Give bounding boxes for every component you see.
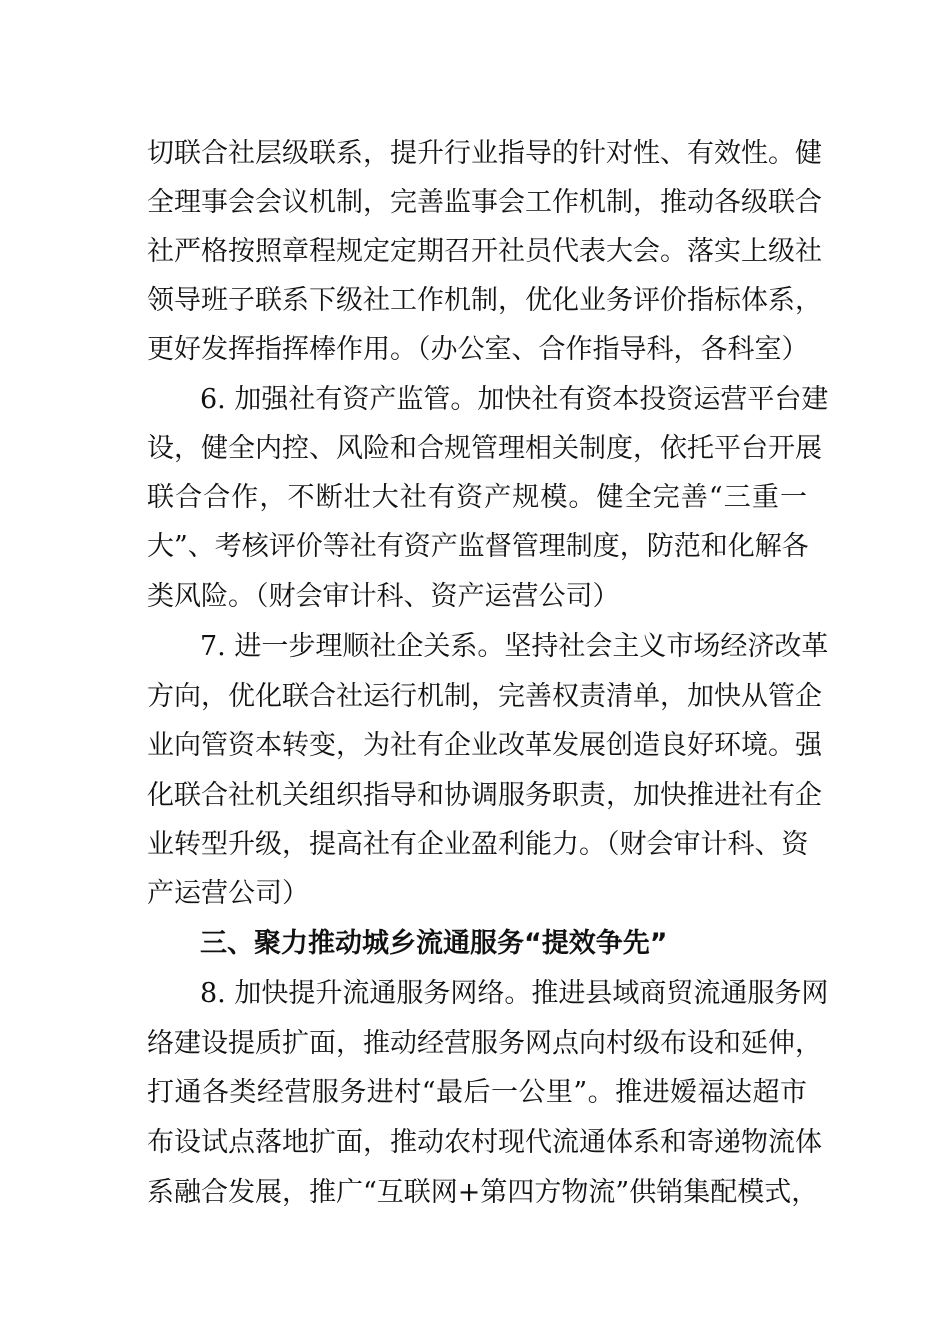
paragraph-8-line-1: 8. 加快提升流通服务网络。推进县域商贸流通服务网 — [200, 978, 829, 1009]
paragraph-7-line-4: 化联合社机关组织指导和协调服务职责，加快推进社有企 — [147, 780, 822, 811]
paragraph-6-line-5: 类风险。（财会审计科、资产运营公司） — [147, 581, 620, 612]
paragraph-5-line-1: 切联合社层级联系，提升行业指导的针对性、有效性。健 — [147, 138, 822, 169]
paragraph-6-line-3: 联合合作，不断壮大社有资产规模。健全完善“三重一 — [147, 482, 807, 513]
paragraph-8-line-5: 系融合发展，推广“互联网+第四方物流”供销集配模式， — [147, 1177, 819, 1208]
paragraph-5-line-3: 社严格按照章程规定定期召开社员代表大会。落实上级社 — [147, 236, 822, 267]
paragraph-7-line-2: 方向，优化联合社运行机制，完善权责清单，加快从管企 — [147, 681, 822, 712]
paragraph-8-line-3: 打通各类经营服务进村“最后一公里”。推进嫒福达超市 — [147, 1077, 807, 1108]
paragraph-8-line-2: 络建设提质扩面，推动经营服务网点向村级布设和延伸， — [147, 1028, 822, 1059]
paragraph-6-line-4: 大”、考核评价等社有资产监督管理制度，防范和化解各 — [147, 531, 809, 562]
paragraph-5-line-2: 全理事会会议机制，完善监事会工作机制，推动各级联合 — [147, 187, 822, 218]
paragraph-7-line-1: 7. 进一步理顺社企关系。坚持社会主义市场经济改革 — [200, 631, 829, 662]
paragraph-6-line-1: 6. 加强社有资产监管。加快社有资本投资运营平台建 — [200, 384, 829, 415]
paragraph-7-line-3: 业向管资本转变，为社有企业改革发展创造良好环境。强 — [147, 730, 822, 761]
paragraph-5-line-4: 领导班子联系下级社工作机制，优化业务评价指标体系， — [147, 285, 822, 316]
paragraph-5-line-5: 更好发挥指挥棒作用。（办公室、合作指导科，各科室） — [147, 334, 809, 365]
paragraph-6-line-2: 设，健全内控、风险和合规管理相关制度，依托平台开展 — [147, 433, 822, 464]
paragraph-7-line-6: 产运营公司） — [147, 878, 309, 909]
paragraph-7-line-5: 业转型升级，提高社有企业盈利能力。（财会审计科、资 — [147, 829, 809, 860]
paragraph-8-line-4: 布设试点落地扩面，推动农村现代流通体系和寄递物流体 — [147, 1127, 822, 1158]
section-heading: 三、聚力推动城乡流通服务“提效争先” — [200, 928, 668, 959]
